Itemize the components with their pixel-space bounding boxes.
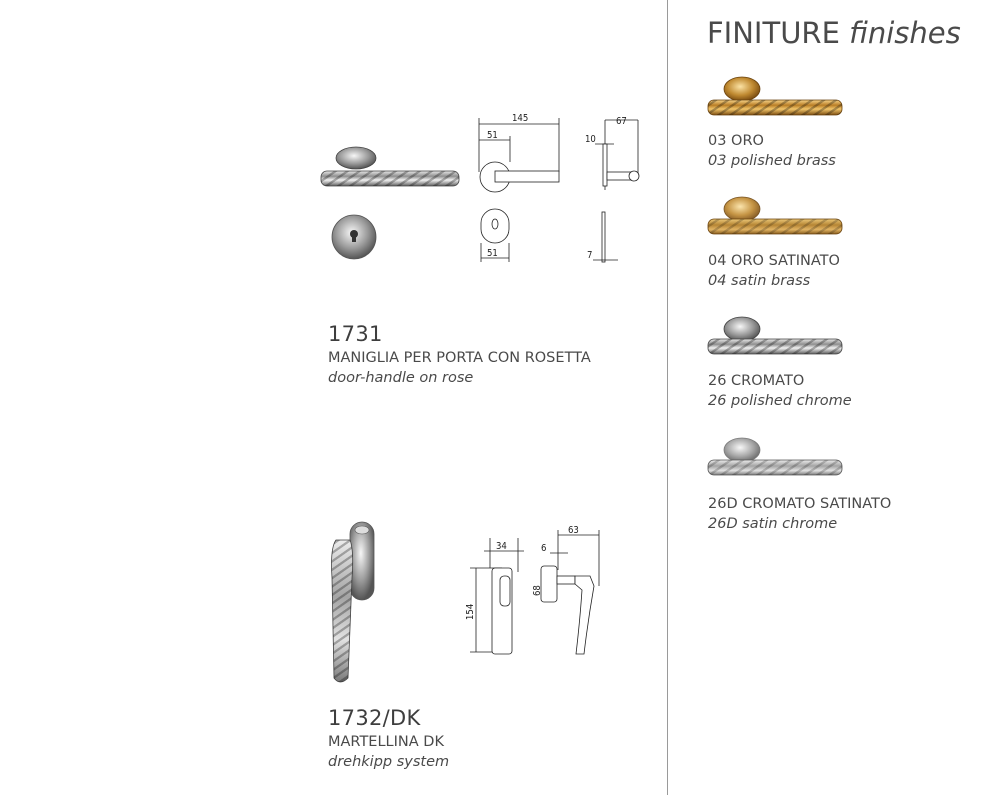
dim-length-label: 145 — [512, 113, 529, 124]
dim-width-label: 34 — [496, 541, 507, 552]
finish-3-name: 26 polished chrome — [708, 393, 852, 409]
dim-height-label: 154 — [465, 603, 476, 620]
product-1731-name-en: door-handle on rose — [328, 370, 474, 386]
drawing-1731-side — [580, 110, 650, 270]
finish-1-name: 03 polished brass — [708, 153, 836, 169]
dim-rose-label: 51 — [487, 130, 498, 141]
dim-plate2-label: 7 — [587, 250, 593, 261]
drawing-1732dk-side — [528, 520, 608, 660]
handle-1731-image — [318, 140, 468, 260]
finish-brass-swatch — [706, 72, 846, 124]
finishes-title-main: FINITURE — [707, 16, 840, 50]
product-1731-code: 1731 — [328, 322, 383, 346]
finish-satin-chrome-swatch — [706, 434, 846, 484]
finish-2-code: 04 ORO SATINATO — [708, 253, 840, 269]
product-1732dk-code: 1732/DK — [328, 706, 421, 730]
finish-4-name: 26D satin chrome — [708, 516, 838, 532]
dim-depth2-label: 63 — [568, 525, 579, 536]
dim-plate-label: 10 — [585, 134, 596, 145]
handle-1732dk-image — [320, 518, 390, 688]
finish-3-code: 26 CROMATO — [708, 373, 805, 389]
dim-offset-label: 68 — [532, 585, 543, 596]
finish-chrome-swatch — [706, 313, 846, 363]
drawing-1731-front — [470, 110, 570, 270]
finish-1-code: 03 ORO — [708, 133, 764, 149]
column-divider — [667, 0, 668, 795]
dim-depth-label: 67 — [616, 116, 627, 127]
finish-4-code: 26D CROMATO SATINATO — [708, 496, 892, 512]
product-1731-name-it: MANIGLIA PER PORTA CON ROSETTA — [328, 350, 591, 366]
drawing-1732dk-front — [462, 532, 532, 662]
finishes-title-italic: finishes — [849, 16, 961, 50]
product-1732dk-name-it: MARTELLINA DK — [328, 734, 444, 750]
finish-satin-brass-swatch — [706, 193, 846, 243]
finishes-title — [707, 16, 961, 50]
dim-plate3-label: 6 — [541, 543, 547, 554]
finish-2-name: 04 satin brass — [708, 273, 811, 289]
product-1732dk-name-en: drehkipp system — [328, 754, 450, 770]
dim-rose2-label: 51 — [487, 248, 498, 259]
